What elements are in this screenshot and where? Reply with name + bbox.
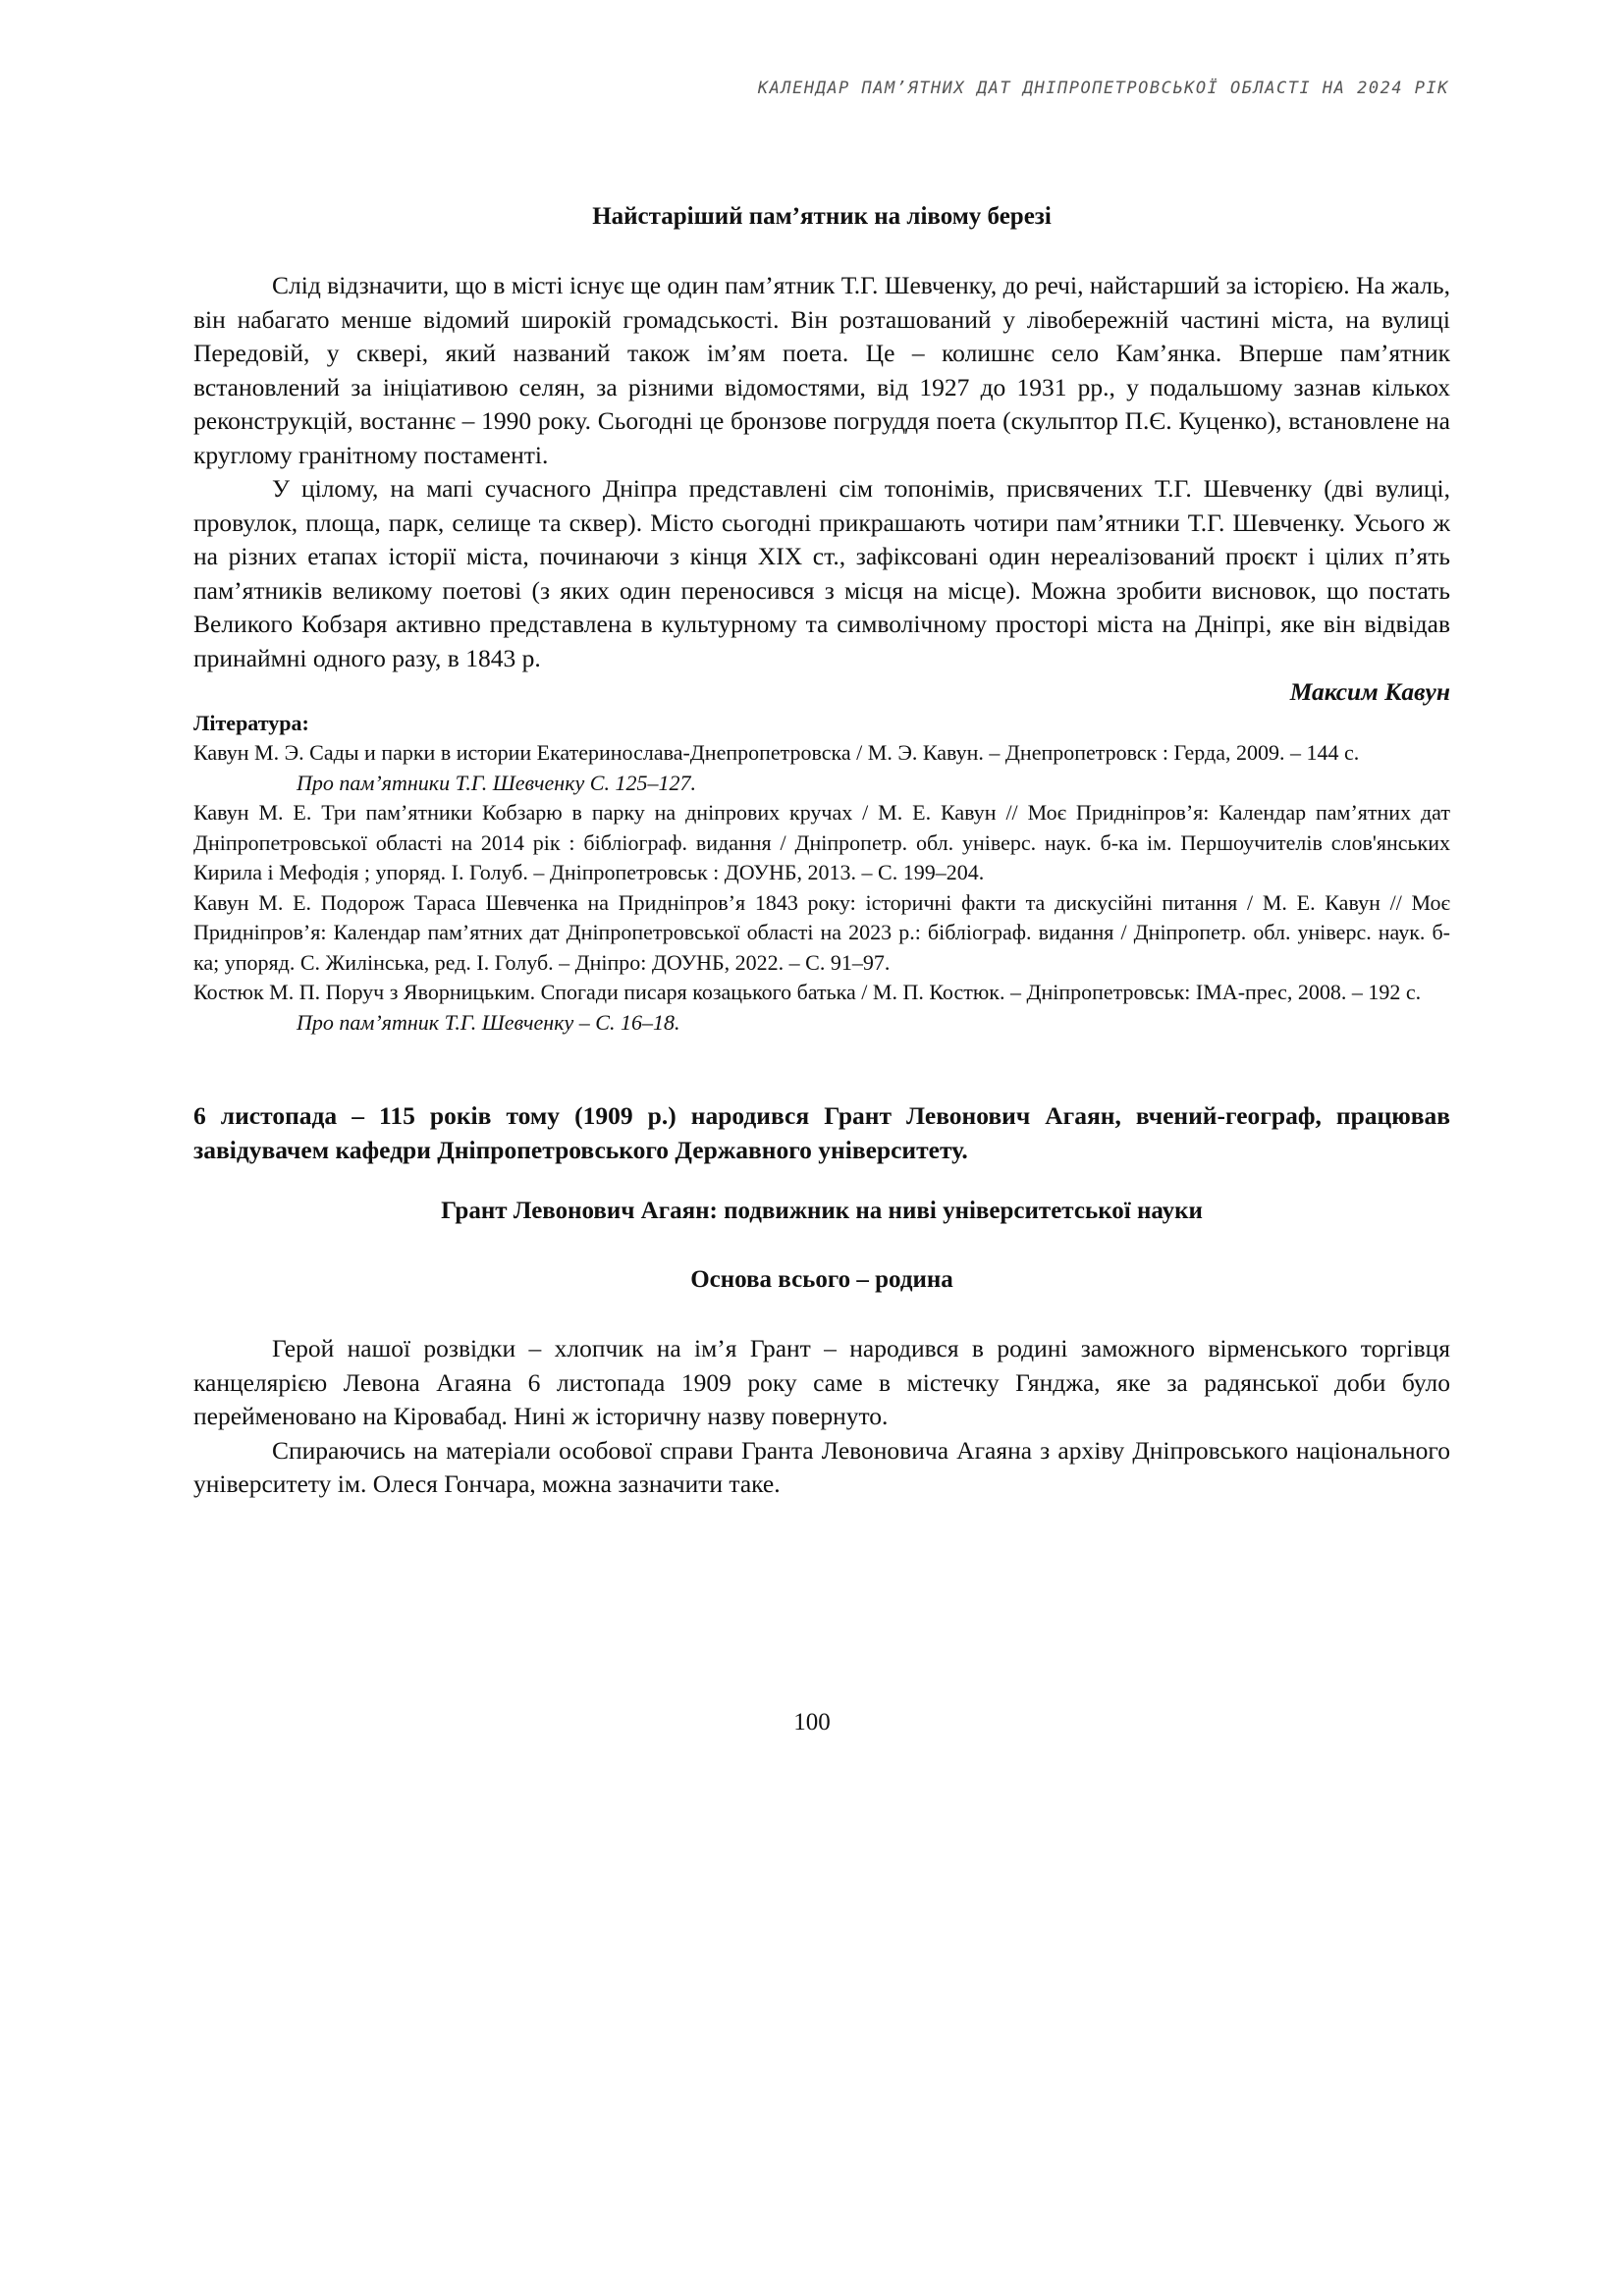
running-header: КАЛЕНДАР ПАМ’ЯТНИХ ДАТ ДНІПРОПЕТРОВСЬКОЇ ОБЛАСТІ НА 2024 РІК <box>757 79 1449 98</box>
reference-item: Кавун М. Е. Три пам’ятники Кобзарю в парку на дніпрових кручах / М. Е. Кавун // Моє Придніпров’я: Календар пам’ятних дат Дніпропетровської області на 2014 рік : бібліограф. видання / Дніпропетр. обл. універс. наук. б-ка ім. Першоучителів слов'янських Кирила і Мефодія ; упоряд. І. Голуб. – Дніпропетровськ : ДОУНБ, 2013. – С. 199–204. <box>193 800 1450 884</box>
reference-note: Про пам’ятники Т.Г. Шевченку С. 125–127. <box>297 770 696 795</box>
event-heading: 6 листопада – 115 років тому (1909 р.) народився Грант Левонович Агаян, вчений-географ, працював завідувачем кафедри Дніпропетровського Державного університету. <box>193 1101 1450 1164</box>
literature-list <box>193 738 1450 1038</box>
page-content <box>193 200 1450 1502</box>
paragraph: Герой нашої розвідки – хлопчик на ім’я Грант – народився в родині заможного вірменського торгівця канцелярією Левона Агаяна 6 листопада 1909 року саме в містечку Гянджа, яке за радянської доби було перейменовано на Кіровабад. Нині ж історичну назву повернуто. <box>193 1334 1450 1430</box>
section-subtitle-family: Основа всього – родина <box>690 1266 953 1293</box>
paragraph: У цілому, на мапі сучасного Дніпра представлені сім топонімів, присвячених Т.Г. Шевченку (дві вулиці, провулок, площа, парк, селище та сквер). Місто сьогодні прикрашають чотири пам’ятники Т.Г. Шевченку. Усього ж на різних етапах історії міста, починаючи з кінця XIX ст., зафіксовані один нереалізований проєкт і цілих п’ять пам’ятників великому поетові (з яких один переносився з місця на місце). Можна зробити висновок, що постать Великого Кобзаря активно представлена в культурному та символічному просторі міста на Дніпрі, яке він відвідав принаймні одного разу, в 1843 р. <box>193 474 1450 672</box>
author-signature: Максим Кавун <box>1289 677 1450 706</box>
reference-item: Кавун М. Е. Подорож Тараса Шевченка на Придніпров’я 1843 року: історичні факти та дискусійні питання / М. Е. Кавун // Моє Придніпров’я: Календар пам’ятних дат Дніпропетровської області на 2023 р.: бібліограф. видання / Дніпропетр. обл. універс. наук. б-ка; упоряд. С. Жилінська, ред. І. Голуб. – Дніпро: ДОУНБ, 2022. – С. 91–97. <box>193 889 1450 975</box>
paragraph: Слід відзначити, що в місті існує ще один пам’ятник Т.Г. Шевченку, до речі, найстарший за історією. На жаль, він набагато менше відомий широкій громадськості. Він розташований у лівобережній частині міста, на вулиці Передовій, у сквері, який названий також ім’ям поета. Це – колишнє село Кам’янка. Вперше пам’ятник встановлений за ініціативою селян, за різними відомостями, від 1927 до 1931 рр., у подальшому зазнав кількох реконструкцій, востаннє – 1990 року. Сьогодні це бронзове погруддя поета (скульптор П.Є. Куценко), встановлене на круглому гранітному постаменті. <box>193 271 1450 469</box>
section-title-agayan: Грант Левонович Агаян: подвижник на ниві університетської науки <box>441 1198 1203 1224</box>
reference-item: Кавун М. Э. Сады и парки в истории Екатеринослава-Днепропетровска / М. Э. Кавун. – Днепропетровск : Герда, 2009. – 144 с. <box>193 740 1360 765</box>
reference-note: Про пам’ятник Т.Г. Шевченку – С. 16–18. <box>297 1009 680 1035</box>
paragraph: Спираючись на матеріали особової справи Гранта Левоновича Агаяна з архіву Дніпровського національного університету ім. Олеся Гончара, можна зазначити таке. <box>193 1435 1450 1498</box>
page-number: 100 <box>793 1709 831 1735</box>
reference-item: Костюк М. П. Поруч з Яворницьким. Спогади писаря козацького батька / М. П. Костюк. – Дніпропетровськ: ІМА-прес, 2008. – 192 с. <box>193 980 1422 1004</box>
literature-heading: Література: <box>193 711 309 735</box>
section-title-oldest-monument: Найстаріший пам’ятник на лівому березі <box>592 203 1052 230</box>
